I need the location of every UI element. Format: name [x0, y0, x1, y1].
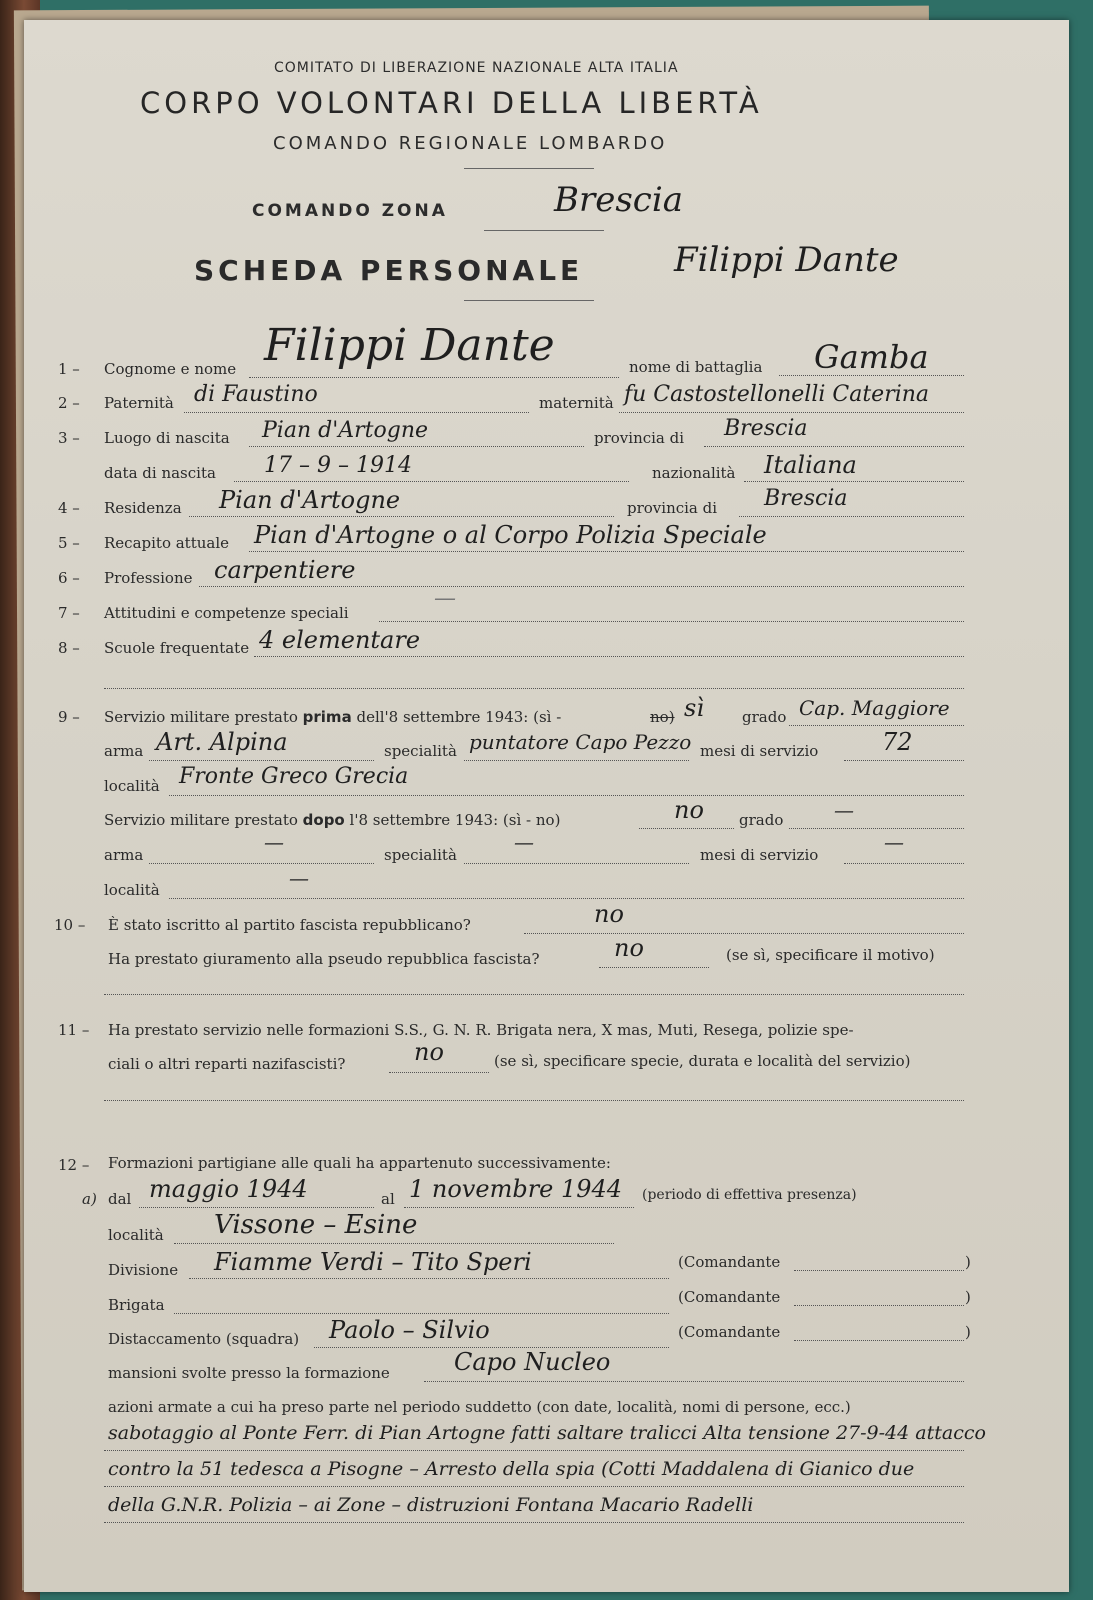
dotted-line	[104, 1486, 964, 1487]
specialty-after-value: —	[514, 830, 534, 854]
residence-province-value: Brescia	[764, 486, 848, 511]
dotted-line	[844, 760, 964, 761]
zone-value: Brescia	[554, 180, 683, 220]
dotted-line	[169, 795, 964, 796]
paren-close: )	[965, 1253, 971, 1271]
dotted-line	[779, 375, 964, 376]
surname-name-value: Filippi Dante	[264, 320, 555, 371]
partisan-formations-intro: Formazioni partigiane alle quali ha appartenuto successivamente:	[108, 1154, 611, 1172]
zone-label: COMANDO ZONA	[252, 201, 448, 221]
birthplace-value: Pian d'Artogne	[262, 418, 429, 443]
dotted-line	[794, 1340, 964, 1341]
residence-value: Pian d'Artogne	[219, 486, 401, 514]
field-number: 6 –	[58, 569, 80, 587]
period-note: (periodo di effettiva presenza)	[642, 1187, 857, 1203]
dotted-line	[704, 446, 964, 447]
profession-value: carpentiere	[214, 556, 356, 584]
rank-value: Cap. Maggiore	[799, 696, 950, 720]
arm-value: Art. Alpina	[156, 728, 288, 756]
dotted-line	[234, 481, 629, 482]
dotted-line	[104, 1450, 964, 1451]
field-number: 4 –	[58, 499, 80, 517]
nationality-label: nazionalità	[652, 464, 736, 482]
committee-heading: COMITATO DI LIBERAZIONE NAZIONALE ALTA ITALIA	[274, 60, 679, 76]
title-divider	[464, 300, 594, 301]
title-handwritten-name: Filippi Dante	[674, 240, 899, 280]
military-after-answer: no	[674, 796, 704, 824]
dotted-line	[249, 446, 584, 447]
dotted-line	[139, 1207, 374, 1208]
skills-value: —	[434, 586, 456, 611]
military-before-text: Servizio militare prestato	[104, 708, 298, 726]
corps-heading: CORPO VOLONTARI DELLA LIBERTÀ	[140, 86, 763, 120]
to-value: 1 novembre 1944	[409, 1175, 623, 1203]
dotted-line	[189, 516, 614, 517]
birth-province-label: provincia di	[594, 429, 685, 447]
nazi-formations-question: Ha prestato servizio nelle formazioni S.S., G. N. R. Brigata nera, X mas, Muti, Resega, polizie spe-	[108, 1021, 854, 1039]
birthdate-label: data di nascita	[104, 464, 216, 482]
dotted-line	[104, 688, 964, 689]
dotted-line	[249, 377, 619, 378]
personal-record-sheet	[24, 20, 1069, 1592]
skills-label: Attitudini e competenze speciali	[104, 604, 349, 622]
specialty-after-label: specialità	[384, 846, 457, 864]
arm-after-value: —	[264, 830, 284, 854]
division-value: Fiamme Verdi – Tito Speri	[214, 1248, 532, 1276]
surname-name-label: Cognome e nome	[104, 360, 237, 378]
armed-actions-label: azioni armate a cui ha preso parte nel periodo suddetto (con date, località, nomi di persone, ecc.)	[108, 1398, 851, 1416]
military-before-label	[104, 708, 561, 726]
division-commander-label: (Comandante	[678, 1253, 781, 1271]
location-after-label: località	[104, 881, 160, 899]
item-a-marker: a)	[82, 1190, 97, 1208]
dotted-line	[739, 516, 964, 517]
birth-province-value: Brescia	[724, 416, 808, 441]
dotted-line	[174, 1313, 669, 1314]
dotted-line	[254, 656, 964, 657]
oath-note: (se sì, specificare il motivo)	[726, 946, 935, 964]
residence-province-label: provincia di	[627, 499, 718, 517]
dotted-line	[744, 481, 964, 482]
fascist-party-question: È stato iscritto al partito fascista repubblicano?	[108, 916, 471, 934]
months-value: 72	[882, 728, 913, 756]
address-value: Pian d'Artogne o al Corpo Polizia Speciale	[254, 521, 767, 549]
address-label: Recapito attuale	[104, 534, 230, 552]
birthdate-value: 17 – 9 – 1914	[264, 453, 412, 478]
field-number: 12 –	[58, 1156, 90, 1174]
yes-no-option: (sì - no)	[502, 811, 561, 829]
dotted-line	[524, 933, 964, 934]
battle-name-value: Gamba	[814, 338, 929, 376]
after-emphasis: dopo	[302, 811, 345, 829]
dotted-line	[789, 725, 964, 726]
months-label: mesi di servizio	[700, 742, 819, 760]
division-label: Divisione	[108, 1261, 179, 1279]
detachment-commander-label: (Comandante	[678, 1323, 781, 1341]
maternity-label: maternità	[539, 394, 614, 412]
detachment-value: Paolo – Silvio	[329, 1316, 490, 1344]
dotted-line	[424, 1381, 964, 1382]
dotted-line	[184, 412, 529, 413]
battle-name-label: nome di battaglia	[629, 358, 763, 376]
detachment-label: Distaccamento (squadra)	[108, 1330, 300, 1348]
header-divider	[464, 168, 594, 169]
dotted-line	[169, 898, 964, 899]
armed-actions-line-1: sabotaggio al Ponte Ferr. di Pian Artogne fatti saltare tralicci Alta tensione 27-9-44 attacco	[108, 1422, 986, 1444]
partisan-location-value: Vissone – Esine	[214, 1210, 418, 1240]
duties-value: Capo Nucleo	[454, 1348, 611, 1376]
dotted-line	[789, 828, 964, 829]
armed-actions-line-3: della G.N.R. Polizia – ai Zone – distruzioni Fontana Macario Radelli	[108, 1494, 754, 1516]
zone-underline	[484, 230, 604, 231]
nazi-formations-answer: no	[414, 1038, 444, 1066]
military-after-text: Servizio militare prestato	[104, 811, 298, 829]
rank-label: grado	[742, 708, 787, 726]
oath-answer: no	[614, 934, 644, 962]
nazi-formations-question-cont: ciali o altri reparti nazifascisti?	[108, 1055, 346, 1073]
no-option-struck: no)	[650, 708, 675, 726]
dotted-line	[189, 1278, 669, 1279]
military-before-answer: sì	[684, 694, 704, 722]
dotted-line	[104, 1100, 964, 1101]
brigade-commander-label: (Comandante	[678, 1288, 781, 1306]
dotted-line	[619, 412, 964, 413]
armed-actions-line-2: contro la 51 tedesca a Pisogne – Arresto della spia (Cotti Maddalena di Gianico due	[108, 1458, 915, 1480]
profession-label: Professione	[104, 569, 193, 587]
partisan-location-label: località	[108, 1226, 164, 1244]
specialty-label: specialità	[384, 742, 457, 760]
dotted-line	[149, 760, 374, 761]
birthplace-label: Luogo di nascita	[104, 429, 230, 447]
field-number: 8 –	[58, 639, 80, 657]
before-emphasis: prima	[302, 708, 352, 726]
field-number: 3 –	[58, 429, 80, 447]
maternity-value: fu Castostellonelli Caterina	[624, 382, 930, 407]
to-label: al	[381, 1190, 395, 1208]
form-title: SCHEDA PERSONALE	[194, 254, 584, 287]
paren-close: )	[965, 1288, 971, 1306]
rank-after-label: grado	[739, 811, 784, 829]
months-after-label: mesi di servizio	[700, 846, 819, 864]
months-after-value: —	[884, 830, 904, 854]
field-number: 10 –	[54, 916, 86, 934]
dotted-line	[844, 863, 964, 864]
dotted-line	[599, 967, 709, 968]
brigade-label: Brigata	[108, 1296, 165, 1314]
regional-command-heading: COMANDO REGIONALE LOMBARDO	[273, 133, 668, 154]
dotted-line	[149, 863, 374, 864]
from-value: maggio 1944	[149, 1175, 308, 1203]
oath-question: Ha prestato giuramento alla pseudo repubblica fascista?	[108, 950, 540, 968]
paternity-label: Paternità	[104, 394, 174, 412]
dotted-line	[174, 1243, 614, 1244]
arm-after-label: arma	[104, 846, 144, 864]
field-number: 5 –	[58, 534, 80, 552]
military-before-date: dell'8 settembre 1943: (sì -	[356, 708, 562, 726]
dotted-line	[464, 863, 689, 864]
schools-value: 4 elementare	[259, 626, 421, 654]
dotted-line	[389, 1072, 489, 1073]
dotted-line	[104, 994, 964, 995]
nazi-formations-note: (se sì, specificare specie, durata e località del servizio)	[494, 1052, 911, 1070]
dotted-line	[794, 1270, 964, 1271]
dotted-line	[104, 1522, 964, 1523]
nationality-value: Italiana	[764, 451, 857, 479]
dotted-line	[404, 1207, 634, 1208]
paternity-value: di Faustino	[194, 382, 318, 407]
military-after-label	[104, 811, 560, 829]
residence-label: Residenza	[104, 499, 182, 517]
field-number: 1 –	[58, 360, 80, 378]
duties-label: mansioni svolte presso la formazione	[108, 1364, 390, 1382]
dotted-line	[199, 586, 964, 587]
schools-label: Scuole frequentate	[104, 639, 250, 657]
dotted-line	[639, 828, 734, 829]
location-value: Fronte Greco Grecia	[179, 764, 409, 789]
field-number: 2 –	[58, 394, 80, 412]
location-after-value: —	[289, 866, 309, 890]
dotted-line	[379, 621, 964, 622]
dotted-line	[794, 1305, 964, 1306]
fascist-party-answer: no	[594, 900, 624, 928]
dotted-line	[464, 760, 689, 761]
field-number: 9 –	[58, 708, 80, 726]
location-label: località	[104, 777, 160, 795]
military-after-date: l'8 settembre 1943:	[349, 811, 499, 829]
arm-label: arma	[104, 742, 144, 760]
rank-after-value: —	[834, 798, 854, 822]
paren-close: )	[965, 1323, 971, 1341]
dotted-line	[249, 551, 964, 552]
field-number: 7 –	[58, 604, 80, 622]
field-number: 11 –	[58, 1021, 90, 1039]
from-label: dal	[108, 1190, 132, 1208]
specialty-value: puntatore Capo Pezzo	[469, 730, 692, 754]
